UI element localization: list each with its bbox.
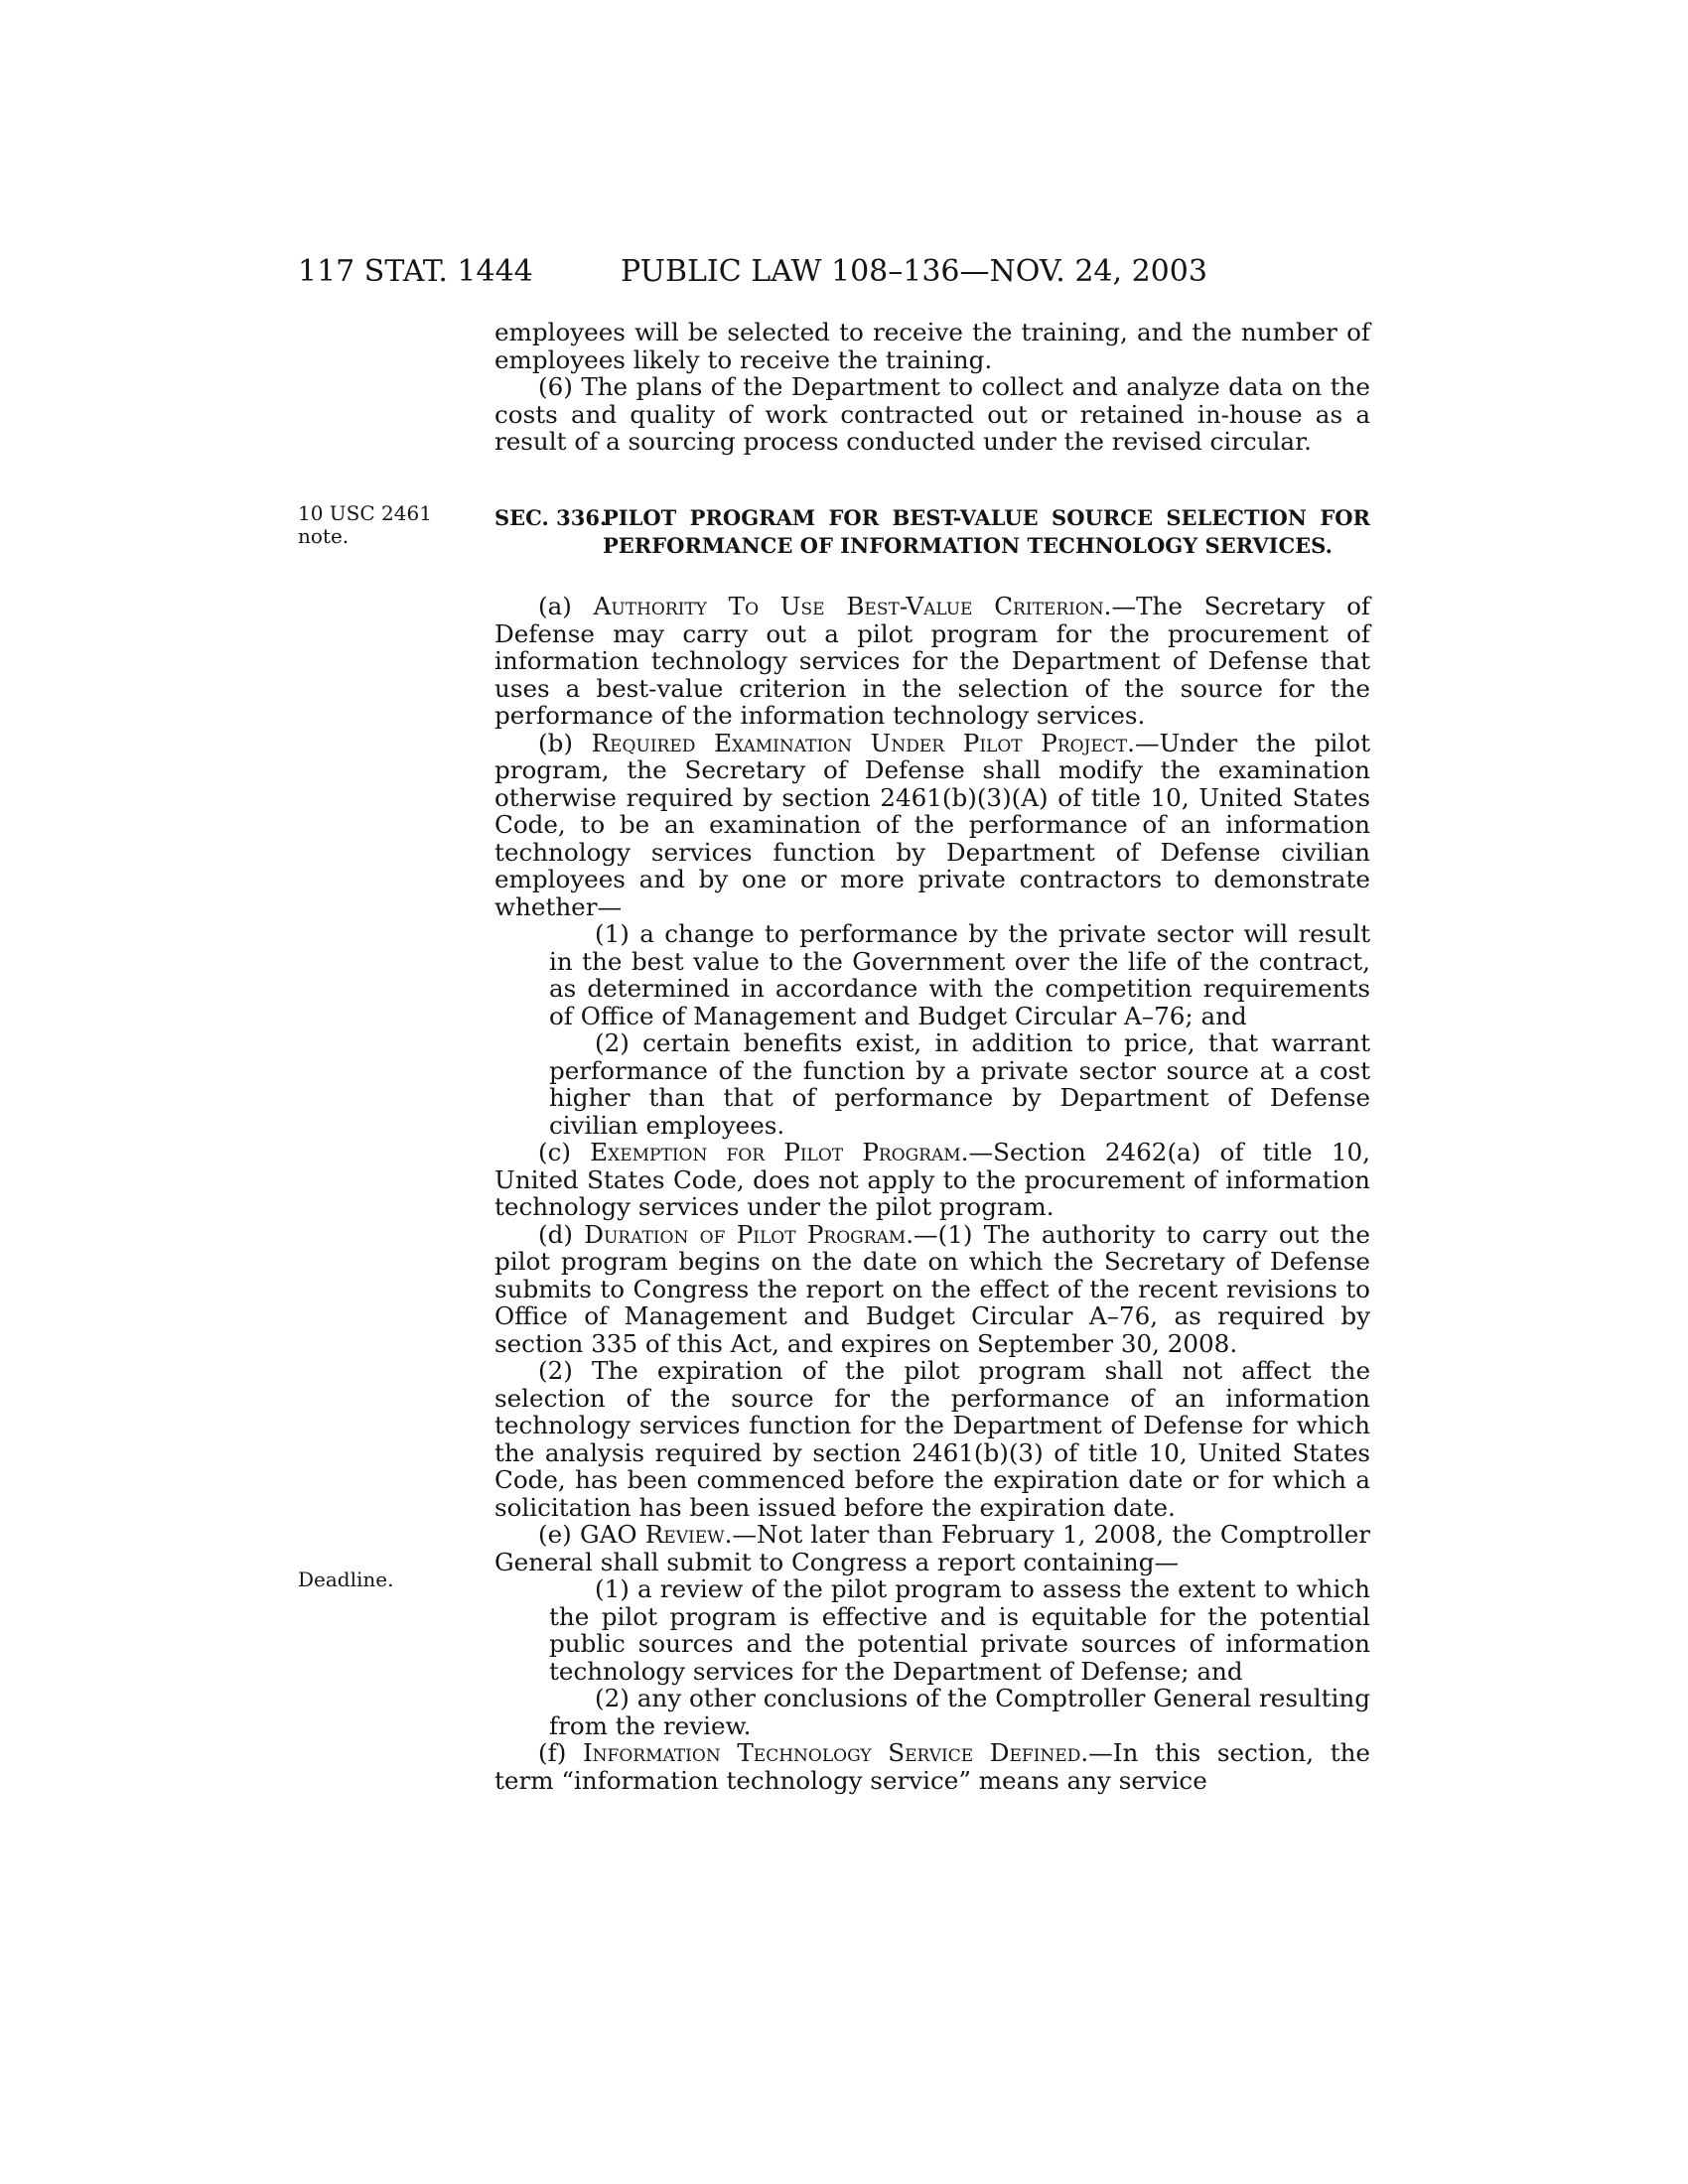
- section-number: SEC. 336.: [494, 505, 608, 530]
- paragraph-e1: (1) a review of the pilot program to assess the extent to which the pilot program is effective and is equitable for the potential public sources and the potential private sources of information technology services for the Department of Defense; and: [549, 1574, 1370, 1686]
- subsection-b-text: —Under the pilot program, the Secretary of Defense shall modify the examination otherwise required by section 2461(b)(3)(A) of title 10, United States Code, to be an examination of the performance of an information technology services function by Department of Defense civilian employees and by one or more private contractors to demonstrate whether—: [494, 728, 1370, 921]
- running-head: PUBLIC LAW 108–136—NOV. 24, 2003: [621, 254, 1207, 289]
- subsection-f-label: (f): [538, 1738, 583, 1767]
- subsection-c-heading: Exemption for Pilot Program.: [590, 1138, 969, 1166]
- margin-note-usc-note: note.: [298, 524, 350, 548]
- subsection-e-label: (e): [538, 1520, 580, 1549]
- section-title: PILOT PROGRAM FOR BEST-VALUE SOURCE SELECTION FOR PERFORMANCE OF INFORMATION TECHNOLOGY SERVICES.: [603, 505, 1370, 558]
- subsection-d-heading: Duration of Pilot Program.: [584, 1219, 914, 1249]
- subsection-f-text: —In this section, the term “information technology service” means any service: [494, 1738, 1370, 1795]
- paragraph-b2: (2) certain benefits exist, in addition to price, that warrant performance of the function by a private sector source at a cost higher than that of performance by Department of Defense civilian employees.: [549, 1028, 1370, 1140]
- subsection-e: [494, 1521, 1370, 1575]
- continuation-paragraph: employees will be selected to receive the training, and the number of employees likely to receive the training.: [494, 318, 1370, 374]
- subsection-b-label: (b): [538, 728, 592, 757]
- subsection-c: [494, 1139, 1370, 1221]
- subsection-e-paragraphs: [494, 1575, 1370, 1739]
- paragraph-d2: (2) The expiration of the pilot program shall not affect the selection of the source for the performance of an information technology services function for the Department of Defense for which the analysis required by section 2461(b)(3) of title 10, United States Code, has been commenced before the expiration date or for which a solicitation has been issued before the expiration date.: [494, 1356, 1370, 1522]
- subsection-d-label: (d): [538, 1219, 585, 1249]
- subsection-e-text: —Not later than February 1, 2008, the Comptroller General shall submit to Congress a report containing—: [494, 1520, 1370, 1576]
- subsection-a-text: —The Secretary of Defense may carry out a pilot program for the procurement of information technology services for the Department of Defense that uses a best-value criterion in the selection of the source for the performance of the information technology services.: [494, 592, 1371, 730]
- page-header: [0, 252, 1688, 292]
- prior-section-continuation: [494, 319, 1370, 456]
- statute-page-number: 117 STAT. 1444: [298, 254, 533, 289]
- subsection-f: [494, 1739, 1370, 1794]
- subsection-d-text: —(1) The authority to carry out the pilot program begins on the date on which the Secretary of Defense submits to Congress the report on the effect of the recent revisions to Office of Management and Budget Circular A–76, as required by section 335 of this Act, and expires on September 30, 2008.: [494, 1219, 1370, 1358]
- paragraph-e2: (2) any other conclusions of the Comptroller General resulting from the review.: [549, 1684, 1370, 1740]
- margin-note-deadline: Deadline.: [298, 1568, 394, 1591]
- section-body: [494, 593, 1370, 1794]
- subsection-b-heading: Required Examination Under Pilot Project.: [591, 728, 1135, 757]
- section-heading: [494, 504, 1370, 559]
- subsection-b-paragraphs: [494, 920, 1370, 1139]
- subsection-f-heading: Information Technology Service Defined.: [582, 1738, 1089, 1767]
- paragraph-b1: (1) a change to performance by the private sector will result in the best value to the Government over the life of the contract, as determined in accordance with the competition requirements of Office of Management and Budget Circular A–76; and: [549, 919, 1370, 1030]
- margin-note-usc-cite: 10 USC 2461: [298, 501, 432, 525]
- subsection-a: [494, 593, 1370, 730]
- subsection-e-heading: GAO Review.: [579, 1520, 733, 1549]
- paragraph-6: (6) The plans of the Department to collect and analyze data on the costs and quality of work contracted out or retained in-house as a result of a sourcing process conducted under the revised circular.: [494, 372, 1370, 456]
- subsection-c-text: —Section 2462(a) of title 10, United States Code, does not apply to the procurement of information technology services under the pilot program.: [494, 1138, 1370, 1221]
- subsection-d: [494, 1221, 1370, 1358]
- margin-note-usc: [298, 502, 432, 548]
- subsection-c-label: (c): [538, 1138, 591, 1166]
- subsection-b: [494, 730, 1370, 921]
- subsection-a-label: (a): [538, 592, 594, 620]
- subsection-a-heading: Authority To Use Best-Value Criterion.: [593, 592, 1112, 620]
